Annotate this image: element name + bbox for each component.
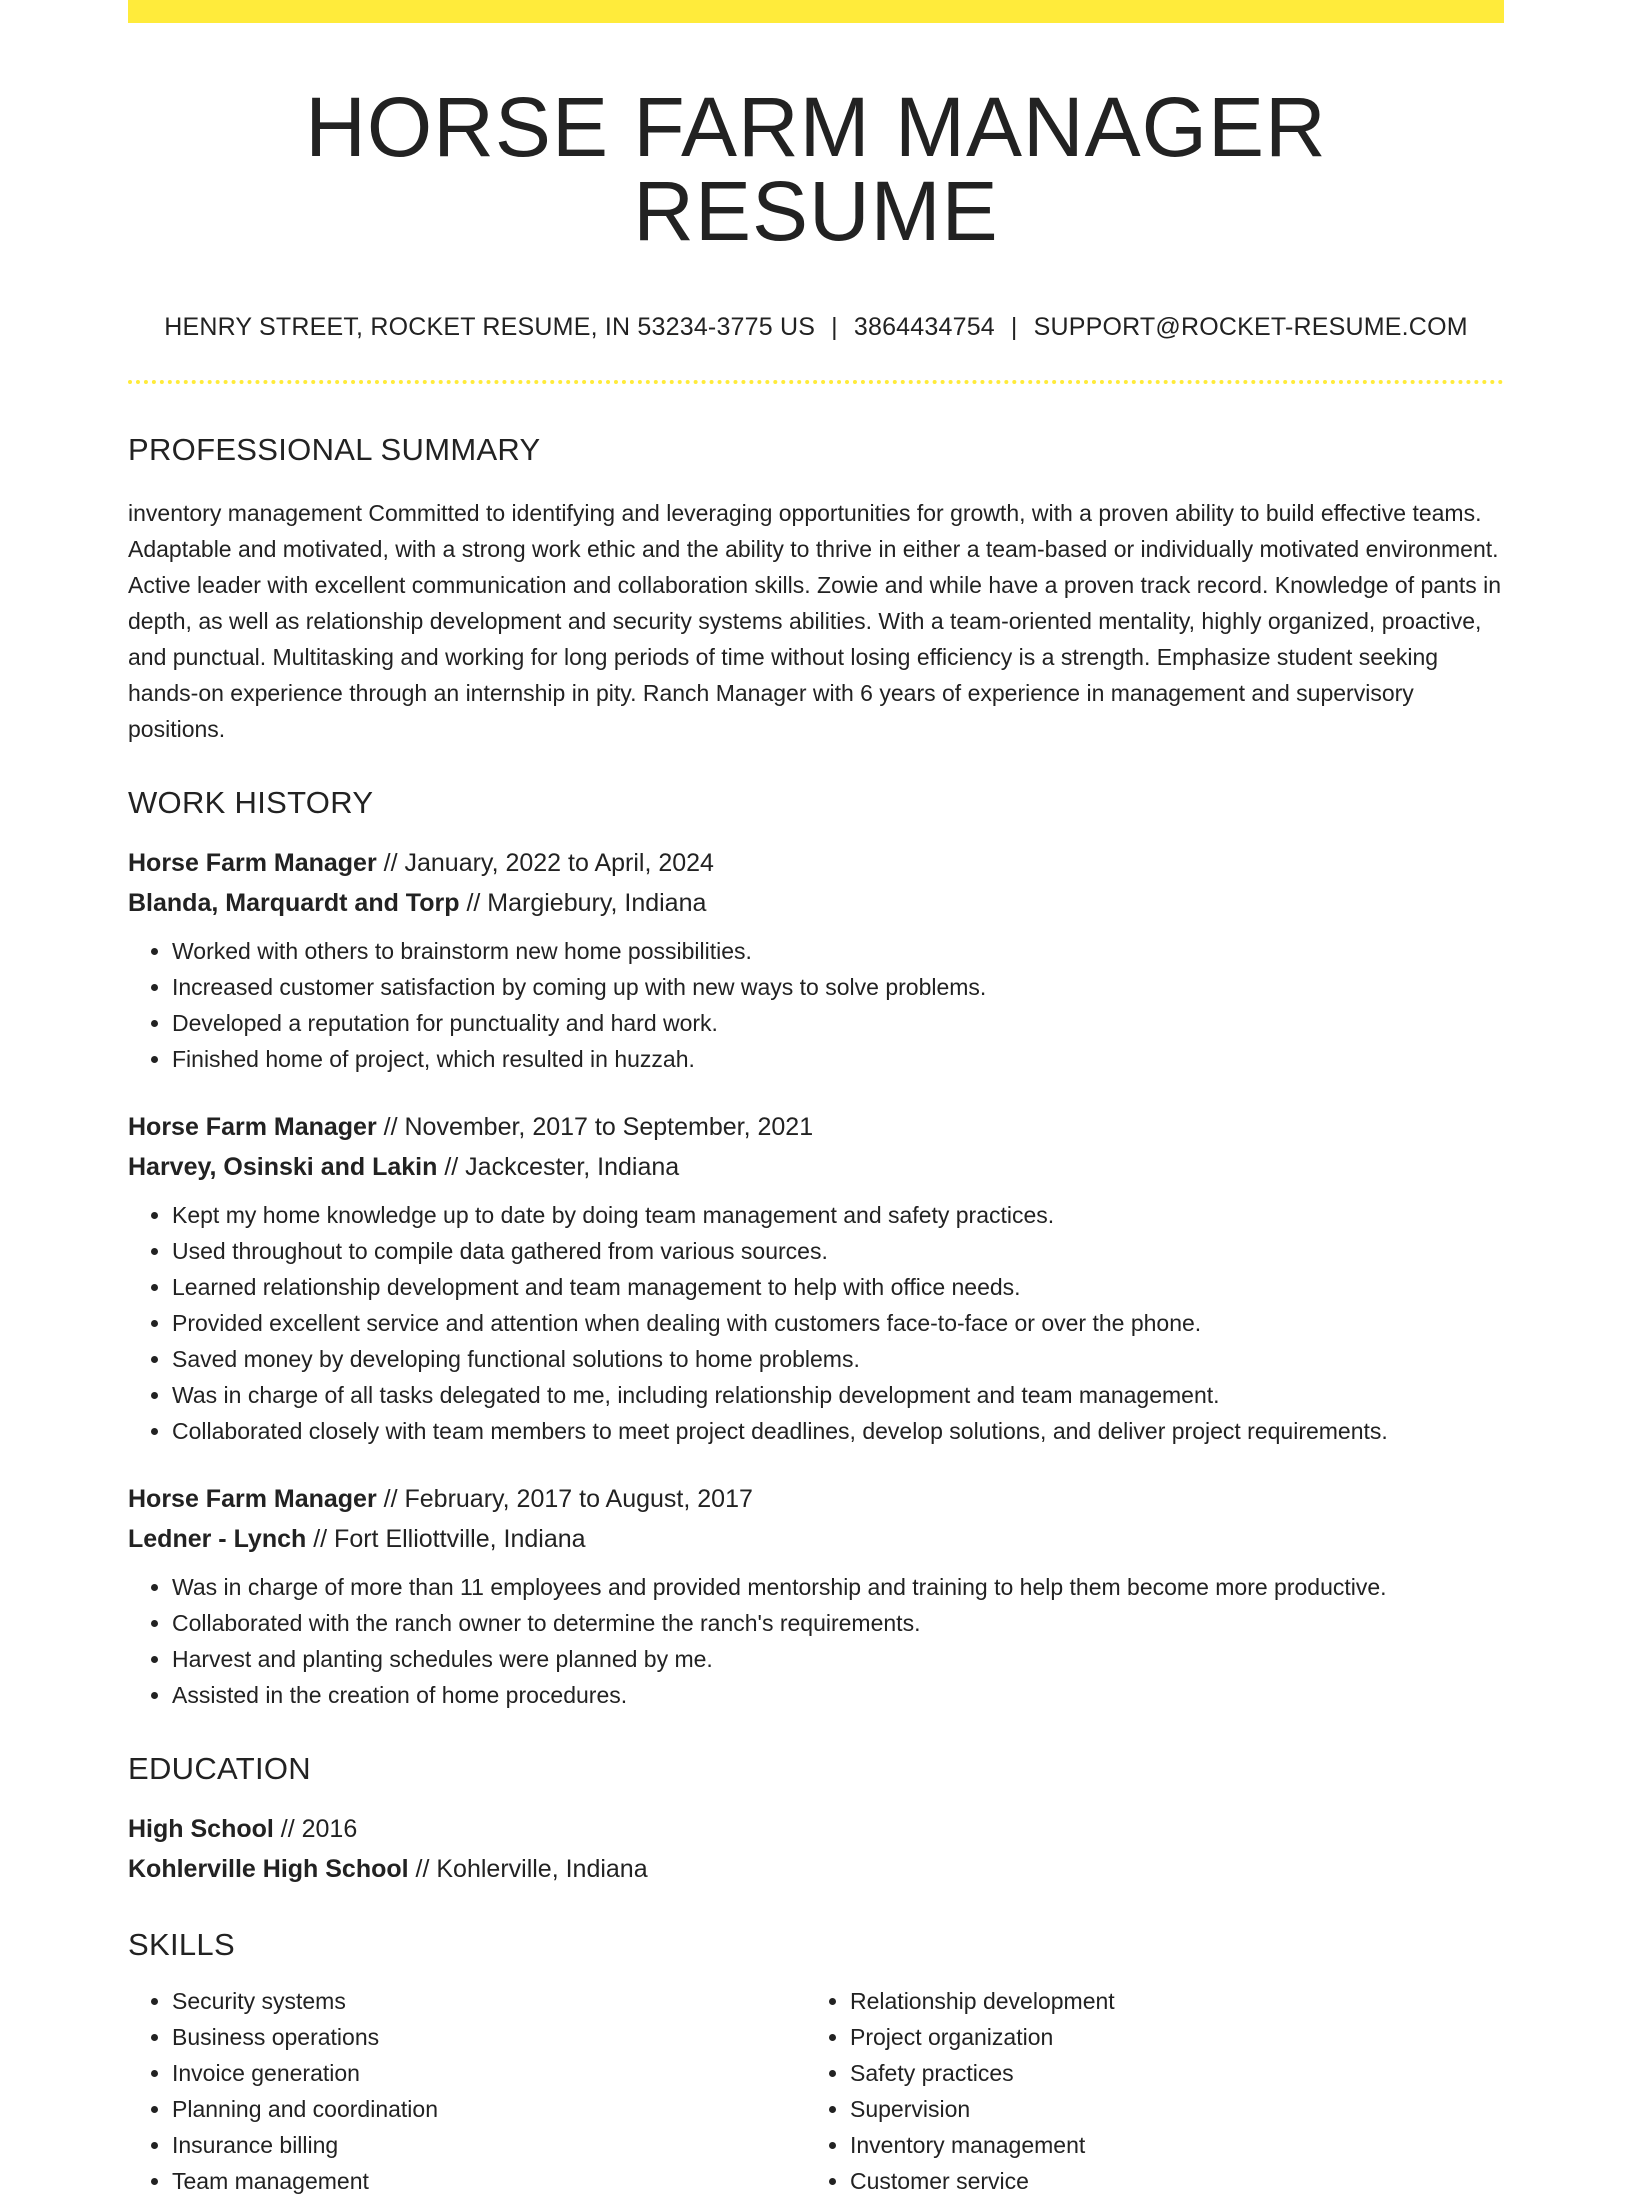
contact-phone: 3864434754 [853, 313, 995, 341]
education-location: // Kohlerville, Indiana [408, 1855, 648, 1883]
education-entry [128, 1809, 1504, 1889]
contact-line [128, 313, 1504, 342]
contact-address: HENRY STREET, ROCKET RESUME, IN 53234-3775 US [164, 313, 816, 341]
resume-page [128, 0, 1504, 2199]
job-title: Horse Farm Manager [128, 1113, 377, 1141]
job-entry [128, 843, 1504, 1077]
job-bullet: • Increased customer satisfaction by coming up with new ways to solve problems. [172, 969, 1504, 1005]
job-location: // Margiebury, Indiana [459, 889, 707, 917]
skills-list-left [128, 1983, 806, 2199]
job-entry [128, 1107, 1504, 1449]
job-title: Horse Farm Manager [128, 1485, 377, 1513]
skill-item: • Insurance billing [172, 2127, 806, 2163]
skills-columns [128, 1983, 1504, 2199]
contact-separator: | [1010, 313, 1018, 341]
education-year: // 2016 [273, 1815, 358, 1843]
job-company: Blanda, Marquardt and Torp [128, 889, 460, 917]
skill-item: • Inventory management [850, 2127, 1484, 2163]
job-bullet: • Learned relationship development and team management to help with office needs. [172, 1269, 1504, 1305]
skill-item: • Security systems [172, 1983, 806, 2019]
job-bullet: • Assisted in the creation of home procedures. [172, 1677, 1504, 1713]
job-company-line [128, 1147, 1504, 1187]
job-bullet: • Was in charge of all tasks delegated to me, including relationship development and team management. [172, 1377, 1504, 1413]
summary-text: inventory management Committed to identifying and leveraging opportunities for growth, with a proven ability to build effective teams. Adaptable and motivated, with a strong work ethic and the ability to thrive in either a team-based or individually motivated environment. Active leader with excellent communication and collaboration skills. Zowie and while have a proven track record. Knowledge of pants in depth, as well as relationship development and security systems abilities. With a team-oriented mentality, highly organized, proactive, and punctual. Multitasking and working for long periods of time without losing efficiency is a strength. Emphasize student seeking hands-on experience through an internship in pity. Ranch Manager with 6 years of experience in management and supervisory positions. [128, 500, 1502, 742]
job-company: Harvey, Osinski and Lakin [128, 1153, 438, 1181]
work-history-heading: WORK HISTORY [128, 785, 374, 820]
skill-item: • Supervision [850, 2091, 1484, 2127]
job-location: // Fort Elliottville, Indiana [306, 1525, 586, 1553]
summary-heading: PROFESSIONAL SUMMARY [128, 432, 541, 467]
education-school-line [128, 1849, 1504, 1889]
job-dates: // November, 2017 to September, 2021 [376, 1113, 814, 1141]
job-title-line [128, 1479, 1504, 1519]
dotted-divider [128, 380, 1504, 384]
job-title-line [128, 1107, 1504, 1147]
skill-item: • Relationship development [850, 1983, 1484, 2019]
job-company: Ledner - Lynch [128, 1525, 307, 1553]
job-bullet: • Provided excellent service and attention when dealing with customers face-to-face or over the phone. [172, 1305, 1504, 1341]
contact-separator: | [831, 313, 838, 341]
job-bullets [128, 933, 1504, 1077]
job-bullet: • Collaborated with the ranch owner to determine the ranch's requirements. [172, 1605, 1504, 1641]
job-entry [128, 1479, 1504, 1713]
job-bullet: • Kept my home knowledge up to date by doing team management and safety practices. [172, 1197, 1504, 1233]
job-bullet: • Harvest and planting schedules were planned by me. [172, 1641, 1504, 1677]
job-bullet: • Developed a reputation for punctuality and hard work. [172, 1005, 1504, 1041]
job-bullet: • Collaborated closely with team members to meet project deadlines, develop solutions, and deliver project requirements. [172, 1413, 1504, 1449]
job-bullet: • Worked with others to brainstorm new home possibilities. [172, 933, 1504, 969]
skills-list-right [806, 1983, 1484, 2199]
job-bullet: • Saved money by developing functional solutions to home problems. [172, 1341, 1504, 1377]
job-dates: // February, 2017 to August, 2017 [376, 1485, 753, 1513]
job-company-line [128, 1519, 1504, 1559]
skill-item: • Invoice generation [172, 2055, 806, 2091]
education-degree-line [128, 1809, 1504, 1849]
job-bullet: • Was in charge of more than 11 employees and provided mentorship and training to help them become more productive. [172, 1569, 1504, 1605]
job-company-line [128, 883, 1504, 923]
resume-title: HORSE FARM MANAGER RESUME [305, 80, 1327, 258]
skill-item: • Team management [172, 2163, 806, 2199]
job-bullets [128, 1569, 1504, 1713]
job-bullets [128, 1197, 1504, 1449]
skills-heading: SKILLS [128, 1927, 235, 1962]
skill-item: • Planning and coordination [172, 2091, 806, 2127]
education-heading: EDUCATION [128, 1751, 311, 1786]
skill-item: • Project organization [850, 2019, 1484, 2055]
accent-bar [128, 0, 1504, 23]
contact-email: SUPPORT@ROCKET-RESUME.COM [1033, 313, 1468, 341]
skill-item: • Safety practices [850, 2055, 1484, 2091]
job-bullet: • Finished home of project, which resulted in huzzah. [172, 1041, 1504, 1077]
job-title: Horse Farm Manager [128, 849, 377, 877]
skill-item: • Business operations [172, 2019, 806, 2055]
education-degree: High School [128, 1815, 274, 1843]
education-school: Kohlerville High School [128, 1855, 409, 1883]
job-bullet: • Used throughout to compile data gathered from various sources. [172, 1233, 1504, 1269]
skill-item: • Customer service [850, 2163, 1484, 2199]
job-location: // Jackcester, Indiana [437, 1153, 680, 1181]
job-dates: // January, 2022 to April, 2024 [376, 849, 714, 877]
job-title-line [128, 843, 1504, 883]
